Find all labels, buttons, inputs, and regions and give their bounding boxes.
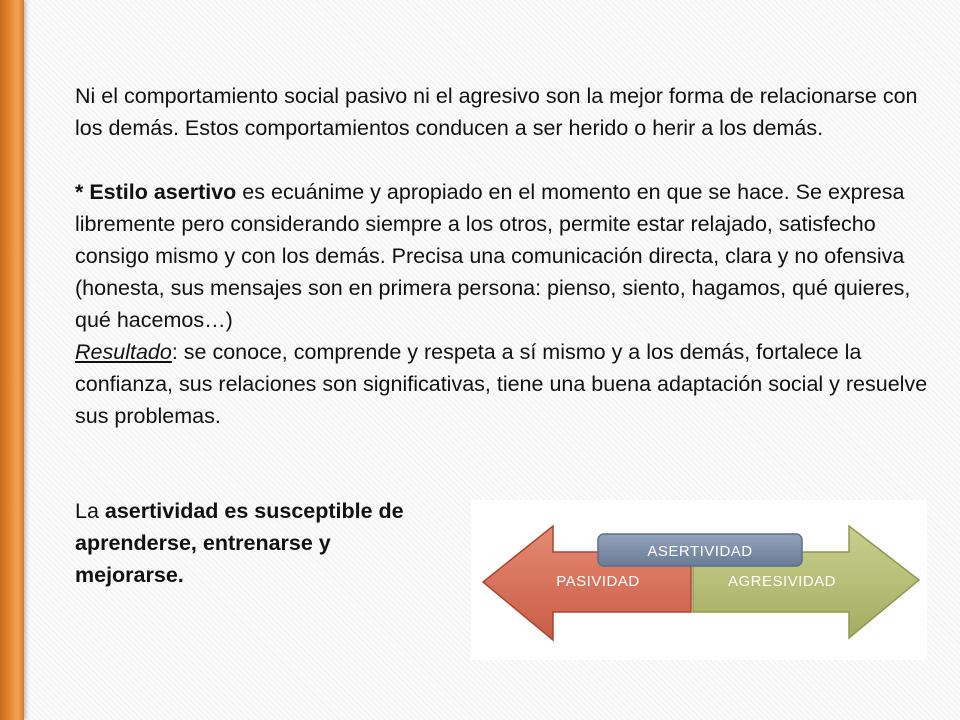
paragraph-intro: Ni el comportamiento social pasivo ni el agresivo son la mejor forma de relacionarse con los demás. Estos comportamientos conducen a ser herido o herir a los demás.: [75, 84, 918, 140]
paragraph-learnable: [75, 495, 415, 591]
paragraph-assertive: [75, 176, 935, 432]
assertiveness-label: ASERTIVIDAD: [647, 543, 753, 560]
assertiveness-diagram: [471, 500, 927, 660]
aggression-label: AGRESIVIDAD: [727, 573, 837, 590]
assertive-description: es ecuánime y apropiado en el momento en que se hace. Se expresa libremente pero considerando siempre a los otros, permite estar relajado, satisfecho consigo mismo y con los demás. Precisa una comunicación directa, clara y no ofensiva (honesta, sus mensajes son en primera persona: pienso, siento, hagamos, qué quieres, qué hacemos…): [75, 180, 911, 332]
result-label: Resultado: [75, 340, 172, 364]
diagram-svg: [471, 500, 927, 660]
passivity-label: PASIVIDAD: [556, 573, 640, 590]
learnable-bold: asertividad es susceptible de aprenderse, entrenarse y mejorarse.: [75, 499, 404, 587]
result-text: : se conoce, comprende y respeta a sí mismo y a los demás, fortalece la confianza, sus relaciones son significativas, tiene una buena adaptación social y resuelve sus problemas.: [75, 340, 928, 428]
left-accent-bar: [0, 0, 24, 720]
paragraph-gap: [75, 144, 935, 176]
bullet-marker: *: [75, 180, 90, 204]
assertive-style-term: Estilo asertivo: [89, 180, 237, 204]
learnable-prefix: La: [75, 499, 105, 523]
slide-text: [75, 80, 935, 432]
